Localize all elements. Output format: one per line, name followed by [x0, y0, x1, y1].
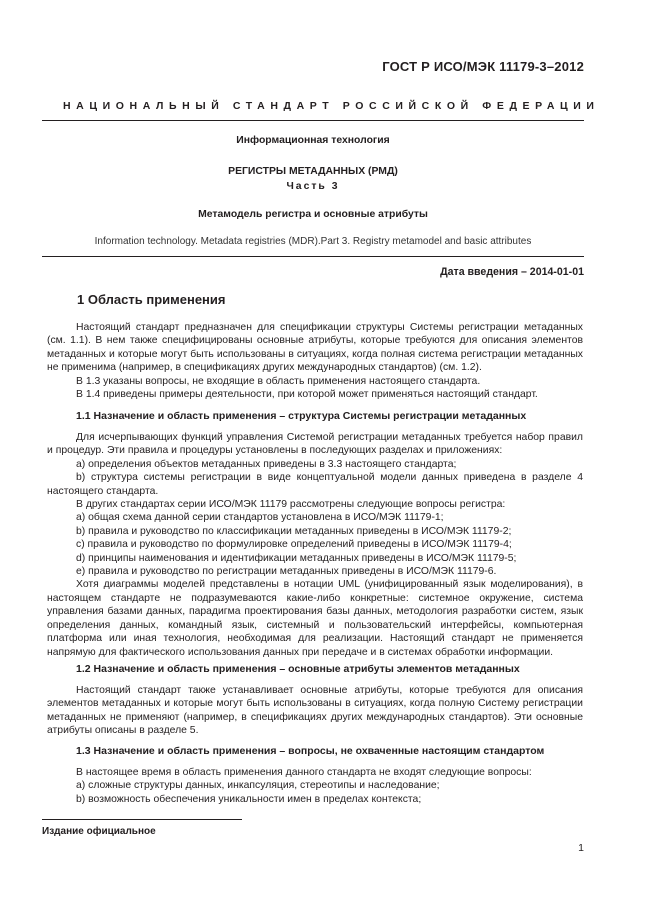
- national-standard-banner: НАЦИОНАЛЬНЫЙ СТАНДАРТ РОССИЙСКОЙ ФЕДЕРАЦИИ: [63, 100, 600, 112]
- list-item: а) общая схема данной серии стандартов установлена в ИСО/МЭК 11179-1;: [76, 512, 444, 524]
- document-code: ГОСТ Р ИСО/МЭК 11179-3–2012: [382, 59, 584, 74]
- list-item: b) возможность обеспечения уникальности имен в пределах контекста;: [76, 793, 422, 805]
- list-item: d) принципы наименования и идентификации метаданных приведены в ИСО/МЭК 11179-5;: [76, 552, 517, 564]
- section-1-1-heading: 1.1 Назначение и область применения – структура Системы регистрации метаданных: [76, 410, 527, 422]
- paragraph: В 1.3 указаны вопросы, не входящие в область применения настоящего стандарта.: [76, 375, 481, 387]
- section-1-body: [47, 321, 583, 401]
- official-edition-label: Издание официальное: [42, 826, 156, 837]
- title-divider: [42, 256, 584, 257]
- section-1-2-heading: 1.2 Назначение и область применения – основные атрибуты элементов метаданных: [76, 663, 520, 675]
- paragraph: В 1.4 приведены примеры деятельности, при которой может применяться настоящий стандарт.: [76, 389, 538, 401]
- section-1-2-body: [47, 684, 583, 738]
- introduction-date: Дата введения – 2014-01-01: [440, 266, 584, 278]
- title-line-1: Информационная технология: [236, 135, 390, 146]
- paragraph: Для исчерпывающих функций управления Системой регистрации метаданных требуется набор правил и процедур. Эти правила и процедуры установлены в последующих разделах и приложениях:: [47, 432, 583, 457]
- paragraph: Настоящий стандарт предназначен для спецификации структуры Системы регистрации метаданных (см. 1.1). В нем также специфицированы основные атрибуты, которые требуются для описания элементов метаданных и которые могут быть использованы в ситуациях, когда полная система регистрации метаданных не применима (например, в спецификациях других международных стандартов) (см. 1.2).: [47, 322, 583, 374]
- list-item: b) правила и руководство по классификации метаданных приведены в ИСО/МЭК 11179-2;: [76, 525, 512, 537]
- title-part: Часть 3: [286, 181, 340, 192]
- paragraph: Настоящий стандарт также устанавливает основные атрибуты, которые требуются для описания элементов метаданных и которые могут быть использованы в ситуациях, когда полную Систему регистрации метаданных не применяют (например, в спецификациях других международных стандартов). Эти основные атрибуты описаны в разделе 5.: [47, 685, 583, 737]
- footer-divider: [42, 819, 242, 820]
- section-1-3-heading: 1.3 Назначение и область применения – вопросы, не охваченные настоящим стандартом: [76, 745, 545, 757]
- section-1-heading: 1 Область применения: [77, 292, 226, 307]
- title-line-4: Метамодель регистра и основные атрибуты: [198, 209, 428, 220]
- paragraph: В других стандартах серии ИСО/МЭК 11179 рассмотрены следующие вопросы регистра:: [76, 499, 506, 511]
- paragraph: В настоящее время в область применения данного стандарта не входят следующие вопросы:: [76, 767, 532, 778]
- english-title: Information technology. Metadata registries (MDR).Part 3. Registry metamodel and basic attributes: [94, 236, 532, 247]
- section-1-3-body: [47, 766, 583, 806]
- list-item: а) определения объектов метаданных приведены в 3.3 настоящего стандарта;: [76, 458, 457, 470]
- top-divider: [42, 120, 584, 121]
- section-1-1-body: [47, 431, 583, 659]
- list-item: а) сложные структуры данных, инкапсуляция, стереотипы и наследование;: [76, 780, 440, 792]
- list-item: c) правила и руководство по формулировке определений приведены в ИСО/МЭК 11179-4;: [76, 539, 512, 551]
- list-item: e) правила и руководство по регистрации метаданных приведены в ИСО/МЭК 11179-6.: [76, 566, 497, 578]
- paragraph: Хотя диаграммы моделей представлены в нотации UML (унифицированный язык моделирования), в настоящем стандарте не подразумеваются какие-либо конкретные: системное окружение, система управления базами данных, парадигма проектирования базы данных, методология разработки систем, язык определения данных, командный язык, системный и пользовательский интерфейсы, компьютерная платформа или иная технология, необходимая для реализации. Настоящий стандарт не применяется напрямую для фактического использования данных при передаче и в системах обработки информации.: [47, 579, 583, 658]
- page-number: 1: [578, 842, 584, 854]
- title-line-2: РЕГИСТРЫ МЕТАДАННЫХ (РМД): [228, 166, 398, 177]
- list-item: b) структура системы регистрации в виде концептуальной модели данных приведена в разделе 4 настоящего стандарта.: [47, 472, 583, 497]
